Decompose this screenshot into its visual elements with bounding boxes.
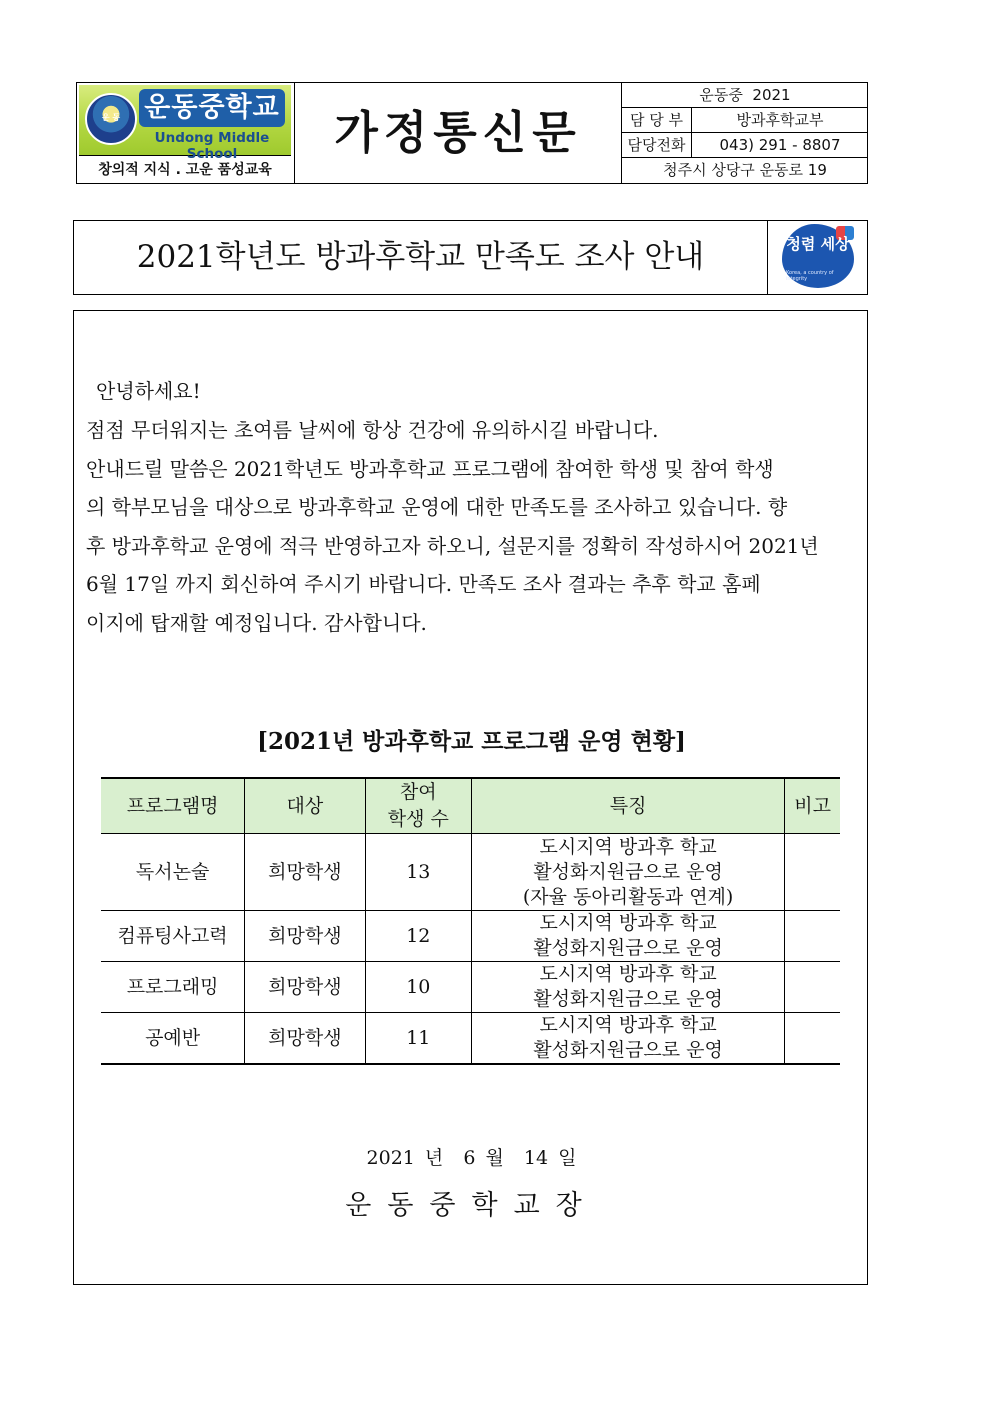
program-feature: [472, 834, 785, 911]
program-table: [101, 777, 840, 1065]
greeting: 안녕하세요!: [96, 379, 201, 403]
paragraph-line: 의 학부모님을 대상으로 방과후학교 운영에 대한 만족도를 조사하고 있습니다. 향: [86, 495, 788, 520]
header-program-name: 프로그램명: [101, 778, 245, 834]
header-count-line: 참여: [399, 781, 437, 803]
program-feature: [472, 911, 785, 962]
feature-line: 활성화지원금으로 운영: [533, 988, 723, 1010]
school-logo: [79, 85, 291, 162]
program-target: 희망학생: [245, 962, 365, 1013]
feature-line: 도시지역 방과후 학교: [539, 835, 717, 858]
feature-line: (자율 동아리활동과 연계): [522, 885, 734, 908]
integrity-badge-subtext: Korea, a country of integrity: [786, 270, 834, 282]
program-target: 희망학생: [245, 911, 365, 962]
feature-line: 도시지역 방과후 학교: [539, 912, 717, 934]
header-target: 대상: [245, 778, 365, 834]
header-feature: 특징: [472, 778, 785, 834]
table-row: [101, 834, 840, 911]
program-count: 11: [365, 1013, 471, 1065]
table-row: [101, 962, 840, 1013]
table-header-row: [101, 778, 840, 834]
notice-paragraph: [86, 411, 856, 643]
program-count: 10: [365, 962, 471, 1013]
department-label: 담 당 부: [622, 108, 692, 132]
program-feature: [472, 962, 785, 1013]
notice-body: [73, 310, 868, 1285]
signature-date: 2021 년 6 월 14 일: [366, 1147, 577, 1169]
feature-line: 도시지역 방과후 학교: [539, 1014, 717, 1036]
program-feature: [472, 1013, 785, 1065]
program-target: 희망학생: [245, 1013, 365, 1065]
paragraph-line: 안내드릴 말씀은 2021학년도 방과후학교 프로그램에 참여한 학생 및 참여 학생: [86, 456, 774, 481]
issue-row: [622, 83, 868, 108]
program-table-title: [2021년 방과후학교 프로그램 운영 현황]: [257, 728, 686, 755]
program-name: 프로그래밍: [101, 962, 245, 1013]
feature-line: 활성화지원금으로 운영: [533, 937, 723, 959]
program-name: 독서논술: [101, 834, 245, 911]
program-target: 희망학생: [245, 834, 365, 911]
contact-info-grid: [621, 83, 867, 183]
program-note: [785, 1013, 840, 1065]
address-row: [622, 158, 868, 183]
header-count-line: 학생 수: [387, 808, 449, 830]
document-type-title: 가정통신문: [334, 106, 582, 159]
feature-line: 활성화지원금으로 운영: [533, 1039, 723, 1061]
school-emblem-icon: [85, 93, 137, 145]
program-note: [785, 834, 840, 911]
school-logo-cell: [77, 83, 295, 183]
newsletter-header: [76, 82, 868, 184]
notice-title: 2021학년도 방과후학교 만족도 조사 안내: [74, 221, 768, 294]
school-emblem-text: 운 동: [101, 113, 121, 122]
school-motto: 창의적 지식 . 고운 품성교육: [98, 162, 272, 178]
paragraph-line: 점점 무더워지는 초여름 날씨에 항상 건강에 유의하시길 바랍니다.: [86, 418, 659, 442]
feature-line: 도시지역 방과후 학교: [539, 963, 717, 985]
department-row: [622, 108, 868, 133]
program-note: [785, 911, 840, 962]
school-name-en: Undong Middle School: [154, 130, 270, 162]
header-participant-count: [365, 778, 471, 834]
notice-title-box: [73, 220, 868, 295]
program-name: 공예반: [101, 1013, 245, 1065]
phone-value: 043) 291 - 8807: [719, 136, 841, 154]
department-value: 방과후학교부: [736, 111, 824, 129]
program-note: [785, 962, 840, 1013]
feature-line: 활성화지원금으로 운영: [533, 860, 723, 883]
phone-label: 담당전화: [622, 133, 692, 157]
integrity-badge-text: 청렴 세상: [786, 235, 850, 253]
paragraph-line: 후 방과후학교 운영에 적극 반영하고자 하오니, 설문지를 정확히 작성하시어 2021년: [86, 533, 819, 558]
table-row: [101, 911, 840, 962]
program-count: 12: [365, 911, 471, 962]
school-name-ko: 운동중학교: [139, 89, 285, 127]
integrity-badge: [780, 224, 860, 290]
program-name: 컴퓨팅사고력: [101, 911, 245, 962]
program-count: 13: [365, 834, 471, 911]
paragraph-line: 이지에 탑재할 예정입니다. 감사합니다.: [86, 610, 427, 635]
phone-row: [622, 133, 868, 158]
school-address: 청주시 상당구 운동로 19: [663, 161, 827, 179]
paragraph-line: 6월 17일 까지 회신하여 주시기 바랍니다. 만족도 조사 결과는 추후 학교 홈페: [86, 572, 761, 597]
signature-name: 운동중학교장: [345, 1190, 598, 1221]
header-note: 비고: [785, 778, 840, 834]
issue-number: 운동중 2021: [699, 86, 791, 104]
table-row: [101, 1013, 840, 1065]
